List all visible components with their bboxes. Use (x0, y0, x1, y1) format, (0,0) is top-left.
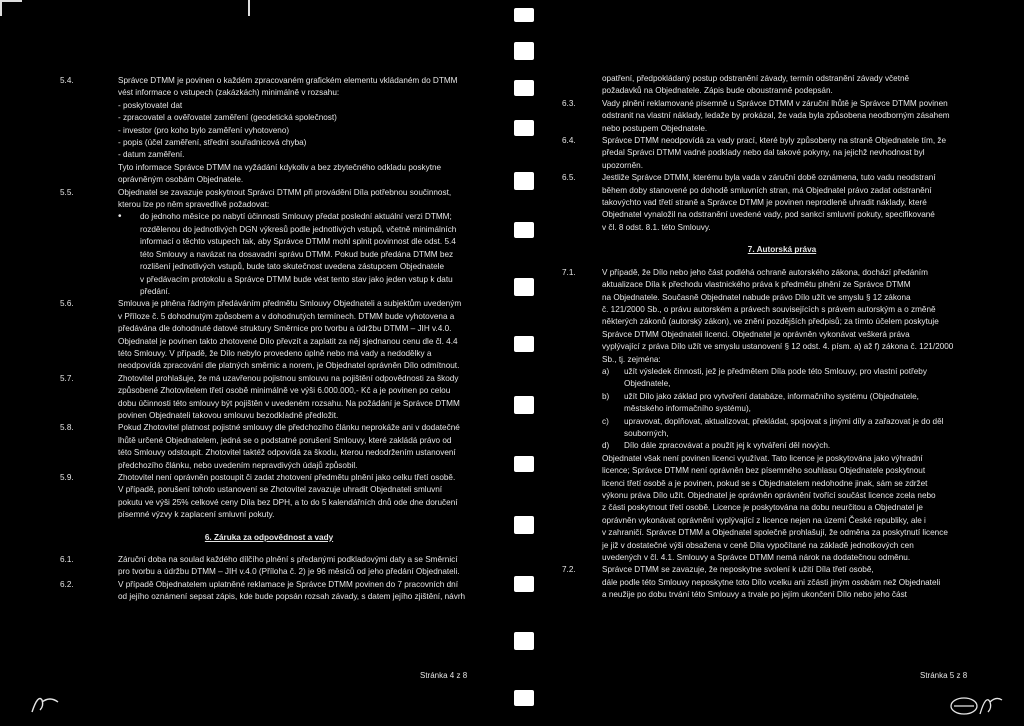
text-line: vést informace o vstupech (zakázkách) minimálně v rozsahu: (118, 88, 340, 98)
clause-number: 5.8. (60, 423, 74, 433)
clause-5-9 (60, 472, 478, 522)
text-line: licence; Správce DTMM není oprávněn bez písemného souhlasu Objednatele poskytnout (602, 466, 926, 476)
clause-6-2 (60, 579, 478, 604)
clause-number: 7.2. (562, 565, 576, 575)
binding-mark (514, 456, 534, 472)
text-line: upravovat, doplňovat, aktualizovat, překládat, spojovat s jinými díly a zařazovat je do děl (624, 416, 944, 426)
text-line: - popis (účel zaměření, střední souřadnicová chyba) (118, 138, 307, 148)
clause-number-empty (562, 73, 602, 98)
text-line: neodpovídá zpracování dle platných směrnic a norem, je Objednatel oprávněn Dílo odmítnout. (118, 361, 460, 371)
binding-mark (514, 8, 534, 22)
text-line: Zhotovitel prohlašuje, že má uzavřenou pojistnou smlouvu na pojištění odpovědnosti za škody (118, 373, 459, 383)
text-line: povinen Objednateli takovou smlouvu bezodkladně předložit. (118, 410, 339, 420)
section-heading-text: 7. Autorská práva (747, 245, 817, 255)
text-line: předávána dle dohodnuté datové struktury Směrnice pro tvorbu a údržbu DTMM – JIH v.4.0. (118, 324, 452, 334)
binding-mark (514, 80, 534, 96)
clause-number: 6.1. (60, 555, 74, 565)
text-line: V případě Objednatelem uplatněné reklamace je Správce DTMM povinen do 7 pracovních dní (118, 579, 458, 589)
binding-mark (514, 576, 534, 592)
binding-mark (514, 120, 534, 136)
clause-7-1-item-d (562, 440, 1002, 452)
clause-number: 6.4. (562, 136, 576, 146)
initials-signature-icon (28, 690, 62, 716)
clause-number: 5.5. (60, 187, 74, 197)
binding-mark (514, 172, 534, 190)
initials-signature-icon (946, 690, 1006, 718)
text-line: souborných, (624, 428, 669, 438)
page-5 (540, 0, 1024, 726)
clause-7-1-item-c (562, 416, 1002, 441)
text-line: této Smlouvy odstoupit. Zhotovitel taktéž odpovídá za škodu, kterou nedodržením ustanovení (118, 448, 456, 458)
text-line: výkonu práva Dílo užít. Objednatel je oprávněn oprávnění tvořící součást licence zcela nebo (602, 491, 936, 500)
clause-number: 5.6. (60, 299, 74, 309)
text-line: lhůtě určené Objednatelem, jedná se o podstatné porušení Smlouvy, které zakládá právo od (118, 435, 452, 445)
text-line: pro tvorbu a údržbu DTMM – JIH v.4.0 (Příloha č. 2) je 96 měsíců od jeho předání Objednateli. (118, 567, 460, 577)
text-line: rozdělenou do jednotlivých DGN výkresů podle jednotlivých vstupů, včetně minimálních (140, 224, 457, 234)
text-line: Dílo dále zpracovávat a použít jej k vytváření děl nových. (624, 441, 831, 451)
clause-5-8 (60, 422, 478, 472)
clause-number: 5.9. (60, 473, 74, 482)
section-heading-text: 6. Záruka za odpovědnost a vady (204, 532, 334, 542)
binding-mark (514, 396, 534, 414)
binding-mark (514, 222, 534, 238)
text-line: Objednatele, (624, 379, 671, 389)
clause-7-2 (562, 564, 1002, 601)
bullet-icon: • (118, 211, 122, 223)
clause-number: 6.2. (60, 579, 74, 589)
binding-mark (514, 42, 534, 60)
item-label: c) (602, 416, 609, 426)
text-line: Správce DTMM Objednateli licenci. Objednatel je oprávněn vykonávat veškerá práva (602, 329, 910, 339)
text-line: informací o těchto vstupech tak, aby Správce DTMM mohl splnit povinnost dle odst. 5.4 (140, 237, 456, 247)
text-line: V případě, porušení tohoto ustanovení se Zhotovitel zavazuje uhradit Objednateli smluvní (118, 485, 443, 495)
clause-6-5 (562, 172, 1002, 234)
text-line: Správce DTMM neodpovídá za vady prací, které byly způsobeny na straně Objednatele tím, že (602, 136, 947, 146)
clause-number: 6.3. (562, 98, 576, 108)
binding-gutter (508, 0, 540, 726)
text-line: Objednatel však není povinen licenci využívat. Tato licence je poskytována jako výhradní (602, 453, 923, 463)
text-line: během doby stanovené po dohodě smluvních stran, má Objednatel právo zadat odstranění (602, 185, 932, 195)
text-line: Smlouva je plněna řádným předáváním předmětu Smlouvy Objednateli a subjektům uvedeným (118, 299, 462, 309)
clause-5-5-bullet (60, 211, 478, 298)
text-line: Zhotovitel není oprávněn postoupit či zadat zhotovení předmětu plnění jako celku třetí osobě. (118, 473, 456, 482)
text-line: Sb., tj. zejména: (602, 354, 661, 364)
clause-number: 7.1. (562, 267, 576, 277)
text-line: Tyto informace Správce DTMM na vyžádání kdykoliv a bez zbytečného odkladu poskytne (118, 162, 442, 172)
clause-number: 5.7. (60, 373, 74, 383)
text-line: do jednoho měsíce po nabytí účinnosti Smlouvy předat poslední aktuální verzi DTMM; (140, 212, 452, 222)
text-line: v předávacím protokolu a Správce DTMM bude vést tento stav jako jeden vstup k datu (140, 274, 453, 284)
text-line: předání. (140, 286, 171, 296)
clause-6-1 (60, 554, 478, 579)
section-heading-6 (60, 532, 478, 544)
text-line: licenci třetí osobě a je povinen, pokud se s Objednatelem nedohodne jinak, sám se zdržet (602, 478, 928, 488)
page-4-content (60, 75, 478, 604)
page-5-content (562, 73, 1002, 602)
page-4 (0, 0, 508, 726)
text-line: oprávněným osobám Objednatele. (118, 175, 244, 185)
text-line: Záruční doba na soulad každého dílčího plnění s předanými podkladovými daty a se Směrnicí (118, 555, 458, 565)
text-line: nebo postupem Objednatele. (602, 123, 708, 133)
text-line: uvedených v čl. 4.1. Smlouvy a Správce DTMM nemá nárok na dodatečnou odměnu. (602, 553, 911, 563)
text-line: předchozího článku, nebo uvedením nepravdivých údajů způsobil. (118, 460, 358, 470)
binding-mark (514, 516, 534, 534)
text-line: a neužije po dobu trvání této Smlouvy a trvale po jejím ukončení Dílo nebo jeho část (602, 590, 907, 600)
text-line: č. 121/2000 Sb., o právu autorském a právech souvisejících s právem autorským a o změně (602, 304, 936, 314)
item-label: a) (602, 366, 610, 376)
text-line: z části poskytnout třetí osobě. Licence je poskytována na dobu neurčitou a Objednatel je (602, 503, 923, 513)
text-line: Objednatel je povinen takto zhotovené Dílo převzít a zaplatit za něj sjednanou cenu dle čl. 4.4 (118, 336, 458, 346)
page-number: Stránka 4 z 8 (420, 671, 468, 680)
text-line: požadavků na Objednatele. Zápis bude oboustranně podepsán. (602, 86, 833, 96)
clause-7-1 (562, 267, 1002, 366)
text-line: od jejího oznámení sepsat zápis, kde bude popsán rozsah závady, s datem jejího zjištění, návrh (118, 592, 466, 602)
text-line: písemné výzvy k zaplacení smluvní pokuty. (118, 510, 275, 520)
page-number: Stránka 5 z 8 (920, 671, 968, 680)
clause-7-1-item-a (562, 366, 1002, 391)
text-line: na Objednatele. Současně Objednatel nabude právo Dílo užít ve smyslu § 12 zákona (602, 292, 911, 302)
clause-5-6 (60, 298, 478, 372)
binding-mark (514, 690, 534, 706)
text-line: takovýchto vad třetí straně a Správce DTMM je povinen neprodleně uhradit náklady, které (602, 198, 927, 208)
text-line: některých zákonů (autorský zákon), ve znění pozdějších předpisů; za tímto účelem poskytuje (602, 317, 939, 327)
text-line: užít výsledek činnosti, jež je předmětem Díla pode této Smlouvy, pro vlastní potřeby (624, 366, 927, 376)
text-line: - datum zaměření. (118, 150, 185, 160)
clause-6-2-continued (562, 73, 1002, 98)
text-line: Jestliže Správce DTMM, kterému byla vada v záruční době oznámena, tuto vadu neodstraní (602, 173, 936, 183)
clause-5-4 (60, 75, 478, 187)
text-line: v Příloze č. 5 dohodnutým způsobem a v dohodnutých termínech. DTMM bude vyhotovena a (118, 311, 455, 321)
clause-6-4 (562, 135, 1002, 172)
clause-5-7 (60, 373, 478, 423)
text-line: městského informačního systému), (624, 404, 751, 414)
text-line: upozorněn. (602, 160, 643, 170)
item-label: b) (602, 391, 610, 401)
text-line: Pokud Zhotovitel platnost pojistné smlouvy dle předchozího článku neprokáže ani v dodatečné (118, 423, 460, 433)
text-line: rozlišení jednotlivých vstupů, bude tato skutečnost uvedena zástupcem Objednatele (140, 262, 445, 272)
binding-mark (514, 278, 534, 296)
binding-mark (514, 336, 534, 352)
text-line: je již v dostatečné výši obsažena v ceně Díla vypočítané na základě jednotkových cen (602, 540, 914, 550)
text-line: v čl. 8 odst. 8.1. této Smlouvy. (602, 222, 711, 232)
text-line: pokutu ve výši 25% celkové ceny Díla bez DPH, a to do 5 kalendářních dnů ode dne doručení (118, 497, 458, 507)
text-line: Vady plnění reklamované písemně u Správce DTMM v záruční lhůtě je Správce DTMM povinen (602, 98, 948, 108)
item-label: d) (602, 441, 610, 451)
text-line: - poskytovatel dat (118, 100, 183, 110)
text-line: oprávněn vykonávat oprávnění vyplývající z licence nejen na území České republiky, ale i (602, 515, 926, 525)
clause-5-5 (60, 187, 478, 212)
text-line: Objednatel vynaložil na odstranění uvedené vady, pod sankcí smluvní pokuty, specifikované (602, 210, 935, 220)
text-line: předal Správci DTMM vadné podklady nebo dal takové pokyny, na jejichž nevhodnost byl (602, 148, 925, 158)
text-line: v zahraničí. Správce DTMM a Objednatel společně prohlašují, že odměna za poskytnutí licence (602, 528, 948, 538)
text-line: této Smlouvy a navázat na dosavadní správu DTMM. Pokud bude předána DTMM bez (140, 249, 454, 259)
clause-number: 6.5. (562, 173, 576, 183)
text-line: dále podle této Smlouvy neposkytne toto Dílo vcelku ani zčásti jiným osobám než Objednateli (602, 577, 941, 587)
text-line: dobu účinnosti této smlouvy být pojištěn v uvedeném rozsahu. Na požádání je Správce DTMM (118, 398, 460, 408)
text-line: způsobené Zhotovitelem třetí osobě minimálně ve výši 6.000.000,- Kč a je povinen po celou (118, 386, 451, 396)
clause-6-3 (562, 98, 1002, 135)
section-heading-7 (562, 244, 1002, 256)
text-line: - investor (pro koho bylo zaměření vyhotoveno) (118, 125, 290, 135)
clause-7-1-item-b (562, 391, 1002, 416)
text-line: Správce DTMM se zavazuje, že neposkytne svolení k užití Díla třetí osobě, (602, 565, 874, 575)
text-line: odstranit na vlastní náklady, ledaže by prokázal, že vada byla způsobena neodborným zásahem (602, 111, 950, 121)
text-line: aktualizace Díla k přechodu vlastnického práva k předmětu plnění ze Správce DTMM (602, 280, 911, 290)
clause-number: 5.4. (60, 76, 74, 85)
text-line: - zpracovatel a ověřovatel zaměření (geodetická společnost) (118, 113, 337, 123)
text-line: opatření, předpokládaný postup odstranění závady, termín odstranění závady včetně (602, 74, 910, 83)
text-line: V případě, že Dílo nebo jeho část podléhá ochraně autorského zákona, dochází předáním (602, 267, 928, 277)
text-line: Objednatel se zavazuje poskytnout Správci DTMM při provádění Díla potřebnou součinnost, (118, 187, 452, 197)
text-line: této Smlouvy. V případě, že Dílo nebylo provedeno úplně nebo má vady a nedodělky a (118, 348, 432, 358)
text-line: vyplývající z práva Dílo užít ve smyslu ustanovení § 12 odst. 4. písm. a) až f) zákona č. 121/2000 (602, 342, 954, 352)
text-line: užít Dílo jako základ pro vytvoření databáze, informačního systému (Objednatele, (624, 391, 919, 401)
clause-7-1-continued (562, 453, 1002, 565)
text-line: Správce DTMM je povinen o každém zpracovaném grafickém elementu vkládaném do DTMM (118, 76, 458, 85)
binding-mark (514, 632, 534, 650)
text-line: kterou lze po něm spravedlivě požadovat: (118, 200, 270, 210)
